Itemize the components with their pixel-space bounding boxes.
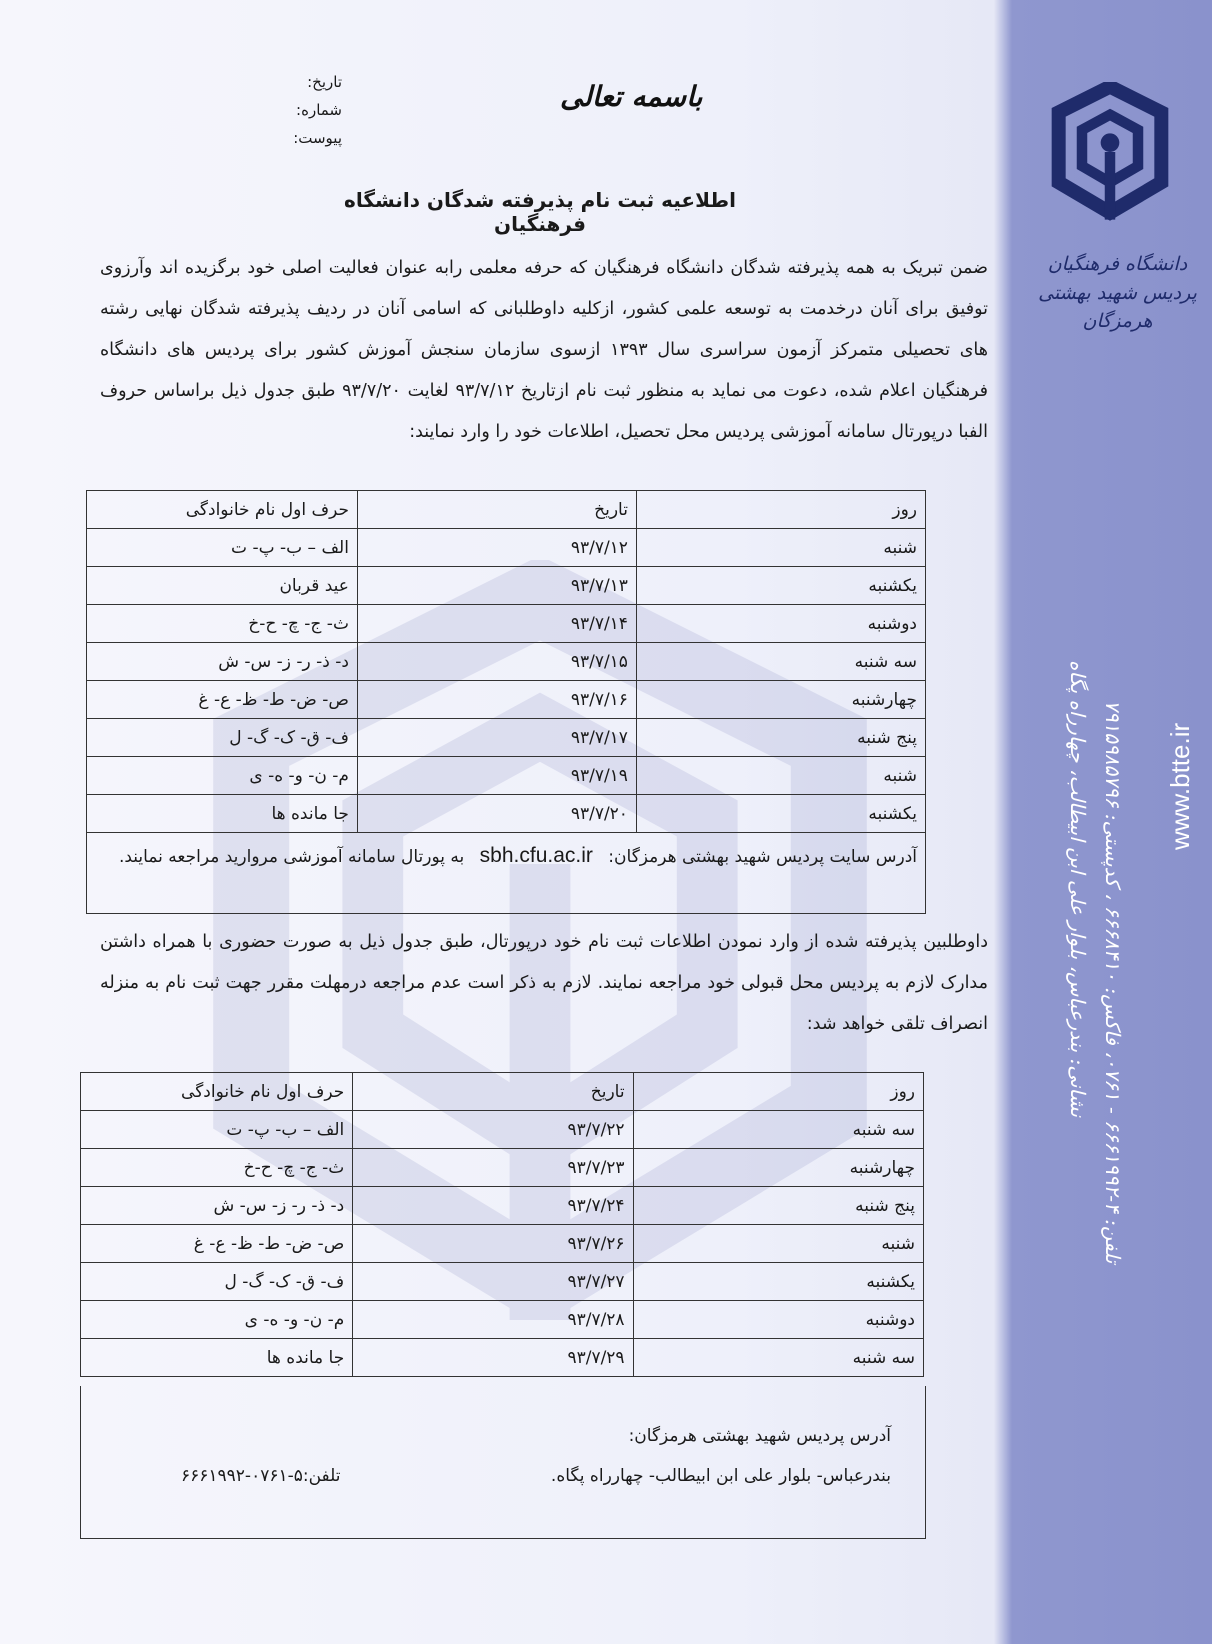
- date-label: تاریخ:: [307, 73, 342, 91]
- table-row: [87, 567, 926, 605]
- cell-day: دوشنبه: [636, 605, 925, 643]
- header-date: تاریخ: [357, 491, 636, 529]
- vertical-phone: تلفن: ۴-۶۶۶۱۹۹۲ - ۰۷۶۱، فاکس: ۶۶۶۸۴۱۰ ، کدپستی: ۷۹۱۵۹۸۵۷۹۶: [1101, 700, 1125, 1264]
- cell-letters: د- ذ- ر- ز- س- ش: [87, 643, 358, 681]
- cell-date: ۹۳/۷/۲۷: [353, 1263, 633, 1301]
- table-row: [81, 1263, 924, 1301]
- letter-meta: [270, 68, 342, 152]
- sidebar-university-name: [1030, 250, 1205, 336]
- table-row: [81, 1339, 924, 1377]
- campus-name: پردیس شهید بهشتی هرمزگان: [1038, 281, 1197, 332]
- table-row: [81, 1111, 924, 1149]
- cell-letters: ف- ق- ک- گ- ل: [81, 1263, 353, 1301]
- cell-date: ۹۳/۷/۲۲: [353, 1111, 633, 1149]
- table-row: [81, 1301, 924, 1339]
- table-row: [87, 605, 926, 643]
- cell-day: سه شنبه: [633, 1111, 923, 1149]
- cell-date: ۹۳/۷/۱۹: [357, 757, 636, 795]
- address-box: [80, 1386, 926, 1539]
- cell-date: ۹۳/۷/۲۹: [353, 1339, 633, 1377]
- note-prefix: آدرس سایت پردیس شهید بهشتی هرمزگان:: [608, 847, 917, 867]
- cell-letters: ث- ج- چ- ح-خ: [81, 1149, 353, 1187]
- registration-schedule-table: [86, 490, 926, 914]
- cell-date: ۹۳/۷/۱۵: [357, 643, 636, 681]
- university-name: دانشگاه فرهنگیان: [1047, 253, 1188, 275]
- intro-paragraph: ضمن تبریک به همه پذیرفته شدگان دانشگاه فرهنگیان که حرفه معلمی رابه عنوان فعالیت اصلی خود برگزیده اند وآرزوی توفیق برای آنان درخدمت به توسعه علمی کشور، ازکلیه داوطلبانی که اسامی آنان در ردیف پذیرفته شدگان نهایی رشته های تحصیلی متمرکز آزمون سراسری سال ۱۳۹۳ ازسوی سازمان سنجش آموزش کشور برای پردیس های دانشگاه فرهنگیان اعلام شده، دعوت می نماید به منظور ثبت نام ازتاریخ ۹۳/۷/۱۲ لغایت ۹۳/۷/۲۰ طبق جدول ذیل براساس حروف الفبا درپورتال سامانه آموزشی پردیس محل تحصیل، اطلاعات خود را وارد نمایند:: [100, 258, 989, 442]
- campus-site-link[interactable]: sbh.cfu.ac.ir: [479, 844, 593, 867]
- cell-letters: ص- ض- ط- ظ- ع- غ: [87, 681, 358, 719]
- cell-date: ۹۳/۷/۲۴: [353, 1187, 633, 1225]
- cell-letters: الف – ب- پ- ت: [81, 1111, 353, 1149]
- cell-letters: م- ن- و- ه- ی: [87, 757, 358, 795]
- cell-letters: م- ن- و- ه- ی: [81, 1301, 353, 1339]
- vertical-address: نشانی: بندرعباس، بلوار علی ابن ابیطالب، چهارراه پگاه: [1066, 660, 1090, 1118]
- cell-date: ۹۳/۷/۱۲: [357, 529, 636, 567]
- cell-date: ۹۳/۷/۱۳: [357, 567, 636, 605]
- table-row: [87, 529, 926, 567]
- cell-letters: جا مانده ها: [87, 795, 358, 833]
- cell-day: سه شنبه: [636, 643, 925, 681]
- table-row: [81, 1149, 924, 1187]
- table-row: [87, 795, 926, 833]
- basmala: باسمه تعالی: [560, 80, 703, 113]
- cell-day: چهارشنبه: [636, 681, 925, 719]
- cell-date: ۹۳/۷/۲۶: [353, 1225, 633, 1263]
- cell-letters: ص- ض- ط- ظ- ع- غ: [81, 1225, 353, 1263]
- second-paragraph: داوطلبین پذیرفته شده از وارد نمودن اطلاعات ثبت نام خود درپورتال، طبق جدول ذیل به صورت حضوری با همراه داشتن مدارک لازم به پردیس محل قبولی خود مراجعه نمایند. لازم به ذکر است عدم مراجعه درمهلت مقرر جهت ثبت نام به منزله انصراف تلقی خواهد شد:: [100, 932, 988, 1034]
- cell-day: دوشنبه: [633, 1301, 923, 1339]
- cell-letters: جا مانده ها: [81, 1339, 353, 1377]
- header-day: روز: [636, 491, 925, 529]
- cell-date: ۹۳/۷/۲۸: [353, 1301, 633, 1339]
- cell-date: ۹۳/۷/۱۶: [357, 681, 636, 719]
- campus-address: بندرعباس- بلوار علی ابن ابیطالب- چهارراه پگاه.: [550, 1466, 891, 1486]
- note-suffix: به پورتال سامانه آموزشی مروارید مراجعه نمایند.: [118, 847, 465, 867]
- table-row: [87, 757, 926, 795]
- cell-letters: عید قربان: [87, 567, 358, 605]
- header-letters: حرف اول نام خانوادگی: [81, 1073, 353, 1111]
- header-date: تاریخ: [353, 1073, 633, 1111]
- cell-letters: د- ذ- ر- ز- س- ش: [81, 1187, 353, 1225]
- university-logo: [1050, 82, 1170, 222]
- cell-date: ۹۳/۷/۱۴: [357, 605, 636, 643]
- cell-day: شنبه: [636, 529, 925, 567]
- table-note-row: [87, 833, 926, 914]
- portal-note: [87, 833, 926, 914]
- table-row: [81, 1225, 924, 1263]
- cell-letters: ف- ق- ک- گ- ل: [87, 719, 358, 757]
- cell-date: ۹۳/۷/۱۷: [357, 719, 636, 757]
- cell-letters: الف – ب- پ- ت: [87, 529, 358, 567]
- cell-day: سه شنبه: [633, 1339, 923, 1377]
- campus-phone: تلفن:۵-۰۷۶۱-۶۶۶۱۹۹۲: [181, 1466, 341, 1486]
- cell-day: شنبه: [636, 757, 925, 795]
- address-label: آدرس پردیس شهید بهشتی هرمزگان:: [628, 1426, 891, 1446]
- cell-day: شنبه: [633, 1225, 923, 1263]
- table-row: [87, 681, 926, 719]
- cell-day: پنج شنبه: [633, 1187, 923, 1225]
- page-title: اطلاعیه ثبت نام پذیرفته شدگان دانشگاه فرهنگیان: [344, 188, 736, 236]
- table-row: [87, 719, 926, 757]
- cell-day: یکشنبه: [636, 795, 925, 833]
- cell-day: یکشنبه: [636, 567, 925, 605]
- cell-date: ۹۳/۷/۲۰: [357, 795, 636, 833]
- table-header-row: [87, 491, 926, 529]
- cell-day: چهارشنبه: [633, 1149, 923, 1187]
- website-link[interactable]: www.btte.ir: [1165, 722, 1195, 850]
- cell-letters: ث- ج- چ- ح-خ: [87, 605, 358, 643]
- header-letters: حرف اول نام خانوادگی: [87, 491, 358, 529]
- number-label: شماره:: [296, 101, 342, 119]
- table-row: [87, 643, 926, 681]
- cell-day: پنج شنبه: [636, 719, 925, 757]
- table-row: [81, 1187, 924, 1225]
- cell-date: ۹۳/۷/۲۳: [353, 1149, 633, 1187]
- cell-day: یکشنبه: [633, 1263, 923, 1301]
- table-header-row: [81, 1073, 924, 1111]
- attachment-label: پیوست:: [293, 129, 342, 147]
- header-day: روز: [633, 1073, 923, 1111]
- in-person-schedule-table: [80, 1072, 924, 1377]
